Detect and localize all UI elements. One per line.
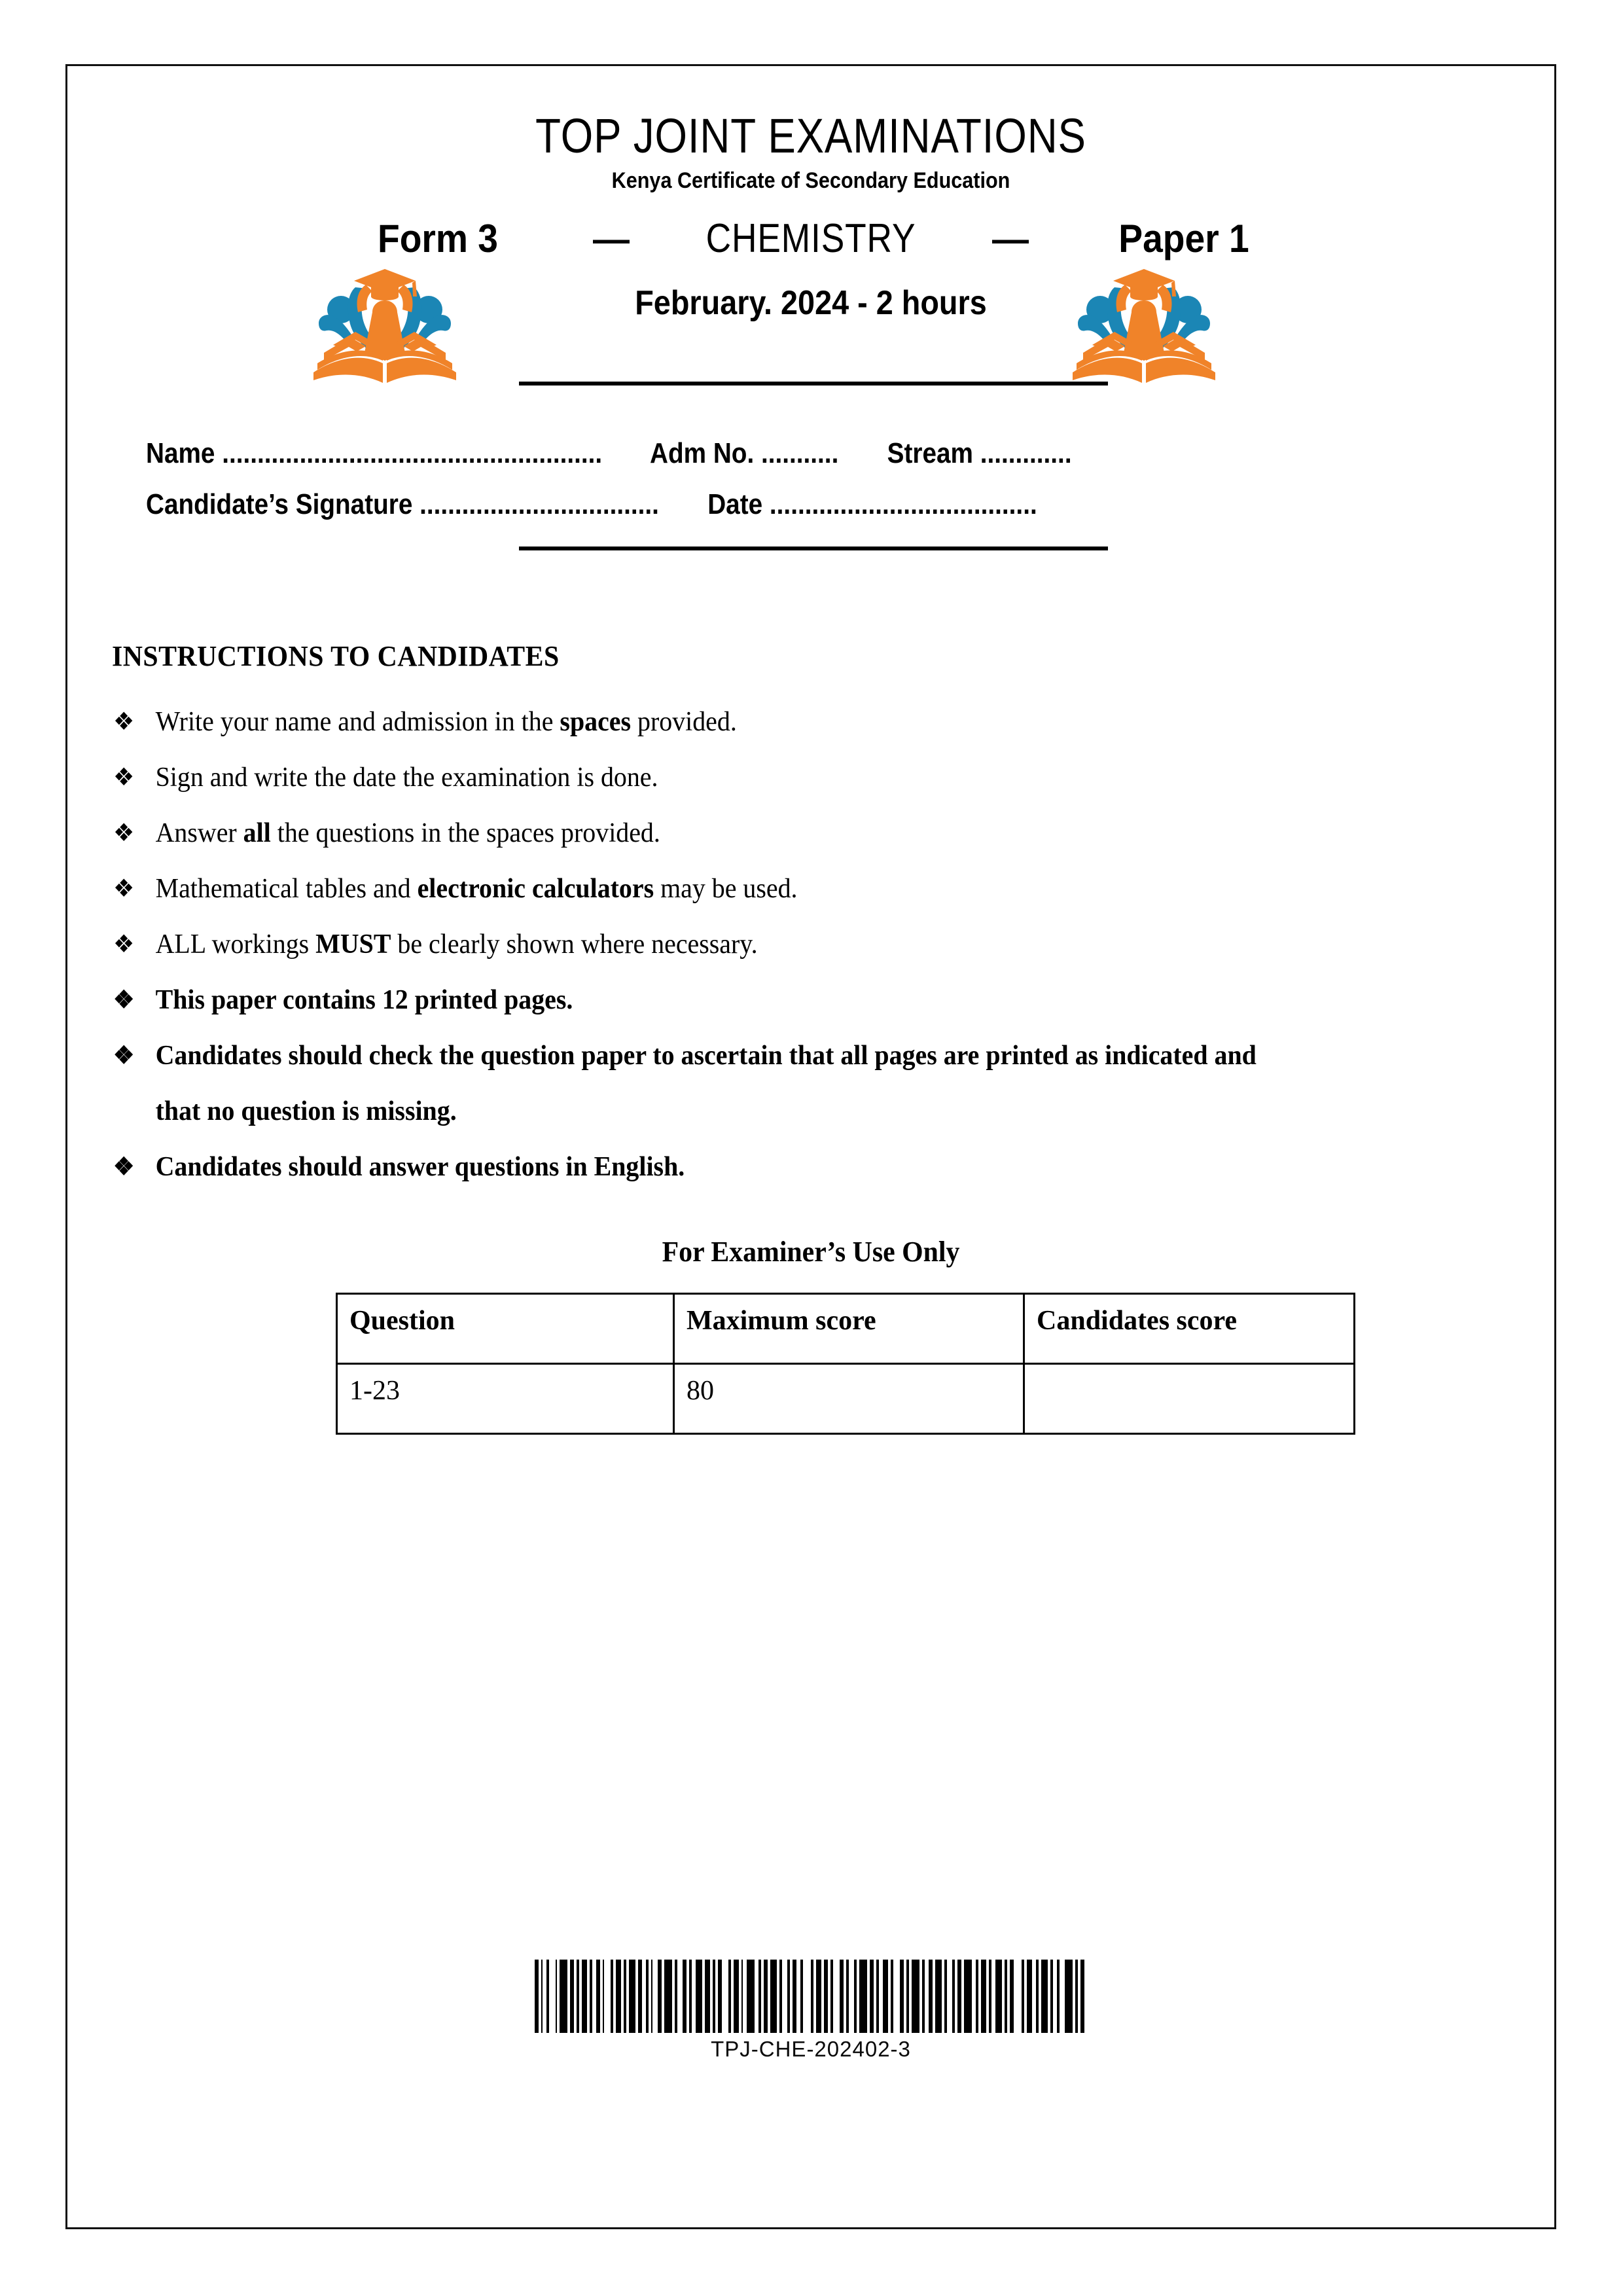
column-header-question: Question: [337, 1294, 674, 1364]
date-input-dots[interactable]: ......................................: [769, 488, 1037, 520]
barcode-bar: [1084, 1960, 1087, 2033]
candidate-signature-row: [146, 490, 1316, 519]
instructions-heading: INSTRUCTIONS TO CANDIDATES: [112, 640, 560, 672]
header-rule-bottom: [519, 547, 1108, 550]
table-header-row: [337, 1294, 1355, 1364]
open-book-graduates-icon: [310, 261, 460, 386]
instruction-item: [113, 694, 1287, 750]
cell-question-range: 1-23: [337, 1364, 674, 1434]
instruction-item: [113, 1139, 1287, 1195]
school-logo-left: [310, 261, 460, 386]
barcode-bar: [549, 1960, 556, 2033]
barcode-bar: [981, 1960, 986, 2033]
barcode-bar: [859, 1960, 867, 2033]
barcode-bar: [722, 1960, 728, 2033]
dash-separator-right: —: [992, 218, 1029, 259]
date-label: Date: [707, 488, 763, 520]
barcode-image: [535, 1960, 1087, 2033]
barcode-bar: [849, 1960, 854, 2033]
barcode-bar: [705, 1960, 710, 2033]
instruction-text: Candidates should answer questions in English.: [155, 1152, 685, 1182]
paper-label: Paper 1: [1118, 217, 1249, 260]
instruction-text: Mathematical tables and electronic calculators may be used.: [155, 874, 798, 904]
subject-label: CHEMISTRY: [705, 216, 916, 261]
barcode-bar: [1014, 1960, 1022, 2033]
bullet-diamond-icon: ❖: [113, 986, 135, 1014]
barcode-bar: [696, 1960, 702, 2033]
barcode-bar: [734, 1960, 739, 2033]
school-logo-right: [1069, 261, 1219, 386]
dash-separator-left: —: [593, 218, 630, 259]
barcode-bar: [616, 1960, 621, 2033]
bullet-diamond-icon: ❖: [113, 1153, 135, 1181]
barcode-bar: [964, 1960, 972, 2033]
instruction-text: This paper contains 12 printed pages.: [155, 985, 573, 1015]
barcode-bar: [560, 1960, 567, 2033]
barcode-bar: [883, 1960, 888, 2033]
barcode-bar: [833, 1960, 840, 2033]
barcode-bar: [893, 1960, 900, 2033]
stream-input-dots[interactable]: .............: [980, 437, 1072, 469]
barcode-bar: [816, 1960, 821, 2033]
column-header-candidates-score: Candidates score: [1024, 1294, 1355, 1364]
examiner-use-section: [67, 1238, 1554, 1435]
barcode-bar: [1060, 1960, 1065, 2033]
barcode-bar: [652, 1960, 658, 2033]
signature-label: Candidate’s Signature: [146, 488, 413, 520]
bullet-diamond-icon: ❖: [113, 931, 135, 958]
adm-no-label: Adm No.: [650, 437, 755, 469]
instructions-list: [67, 694, 1554, 1195]
bullet-diamond-icon: ❖: [113, 819, 135, 847]
name-input-dots[interactable]: ......................................................: [222, 437, 603, 469]
adm-no-input-dots[interactable]: ...........: [760, 437, 839, 469]
instruction-text: Sign and write the date the examination is done.: [155, 762, 658, 793]
barcode-bar: [912, 1960, 919, 2033]
bullet-diamond-icon: ❖: [113, 708, 135, 736]
exam-cover-page: [65, 64, 1556, 2229]
barcode-bar: [995, 1960, 1002, 2033]
bullet-diamond-icon: ❖: [113, 764, 135, 791]
exam-date-duration: February. 2024 - 2 hours: [635, 284, 987, 322]
instruction-item: [113, 1028, 1287, 1139]
barcode-bar: [947, 1960, 952, 2033]
instruction-item: [113, 861, 1287, 917]
barcode-bar: [747, 1960, 755, 2033]
signature-input-dots[interactable]: ..................................: [419, 488, 659, 520]
instruction-item: [113, 750, 1287, 806]
instruction-text: ALL workings MUST be clearly shown where necessary.: [155, 929, 758, 960]
bullet-diamond-icon: ❖: [113, 1042, 135, 1069]
barcode-bar: [935, 1960, 942, 2033]
candidate-name-row: [146, 439, 1316, 468]
cell-maximum-score: 80: [674, 1364, 1024, 1434]
barcode-block: [67, 1951, 1554, 2062]
header-rule-top: [519, 382, 1108, 386]
barcode-bar: [782, 1960, 787, 2033]
table-row: [337, 1364, 1355, 1434]
barcode-bar: [1027, 1960, 1032, 2033]
instruction-text: Candidates should check the question paper to ascertain that all pages are printed as indicated and that no question is missing.: [155, 1041, 1257, 1126]
instruction-item: [113, 806, 1287, 861]
barcode-bar: [770, 1960, 777, 2033]
instructions-section: [67, 642, 1554, 1206]
barcode-bar: [604, 1960, 611, 2033]
instruction-text: Write your name and admission in the spaces provided.: [155, 707, 737, 737]
title-row: [67, 211, 1554, 266]
barcode-bar: [1065, 1960, 1073, 2033]
column-header-maximum-score: Maximum score: [674, 1294, 1024, 1364]
barcode-bar: [664, 1960, 672, 2033]
instruction-item: [113, 917, 1287, 973]
examiner-score-table: [336, 1293, 1355, 1435]
instruction-text: Answer all the questions in the spaces provided.: [155, 818, 660, 848]
name-label: Name: [146, 437, 215, 469]
open-book-graduates-icon: [1069, 261, 1219, 386]
cell-candidates-score[interactable]: [1024, 1364, 1355, 1434]
bullet-diamond-icon: ❖: [113, 875, 135, 903]
instruction-item: [113, 973, 1287, 1028]
form-label: Form 3: [377, 217, 499, 260]
exam-subtitle: Kenya Certificate of Secondary Education: [611, 168, 1010, 193]
masthead: [67, 66, 1554, 583]
examiner-use-caption: For Examiner’s Use Only: [662, 1236, 960, 1268]
barcode-bar: [1041, 1960, 1048, 2033]
barcode-bar: [629, 1960, 635, 2033]
barcode-bar: [582, 1960, 587, 2033]
barcode-bar: [803, 1960, 811, 2033]
stream-label: Stream: [887, 437, 973, 469]
exam-title: TOP JOINT EXAMINATIONS: [535, 109, 1086, 163]
barcode-bar: [677, 1960, 683, 2033]
barcode-caption: TPJ-CHE-202402-3: [711, 2037, 911, 2061]
